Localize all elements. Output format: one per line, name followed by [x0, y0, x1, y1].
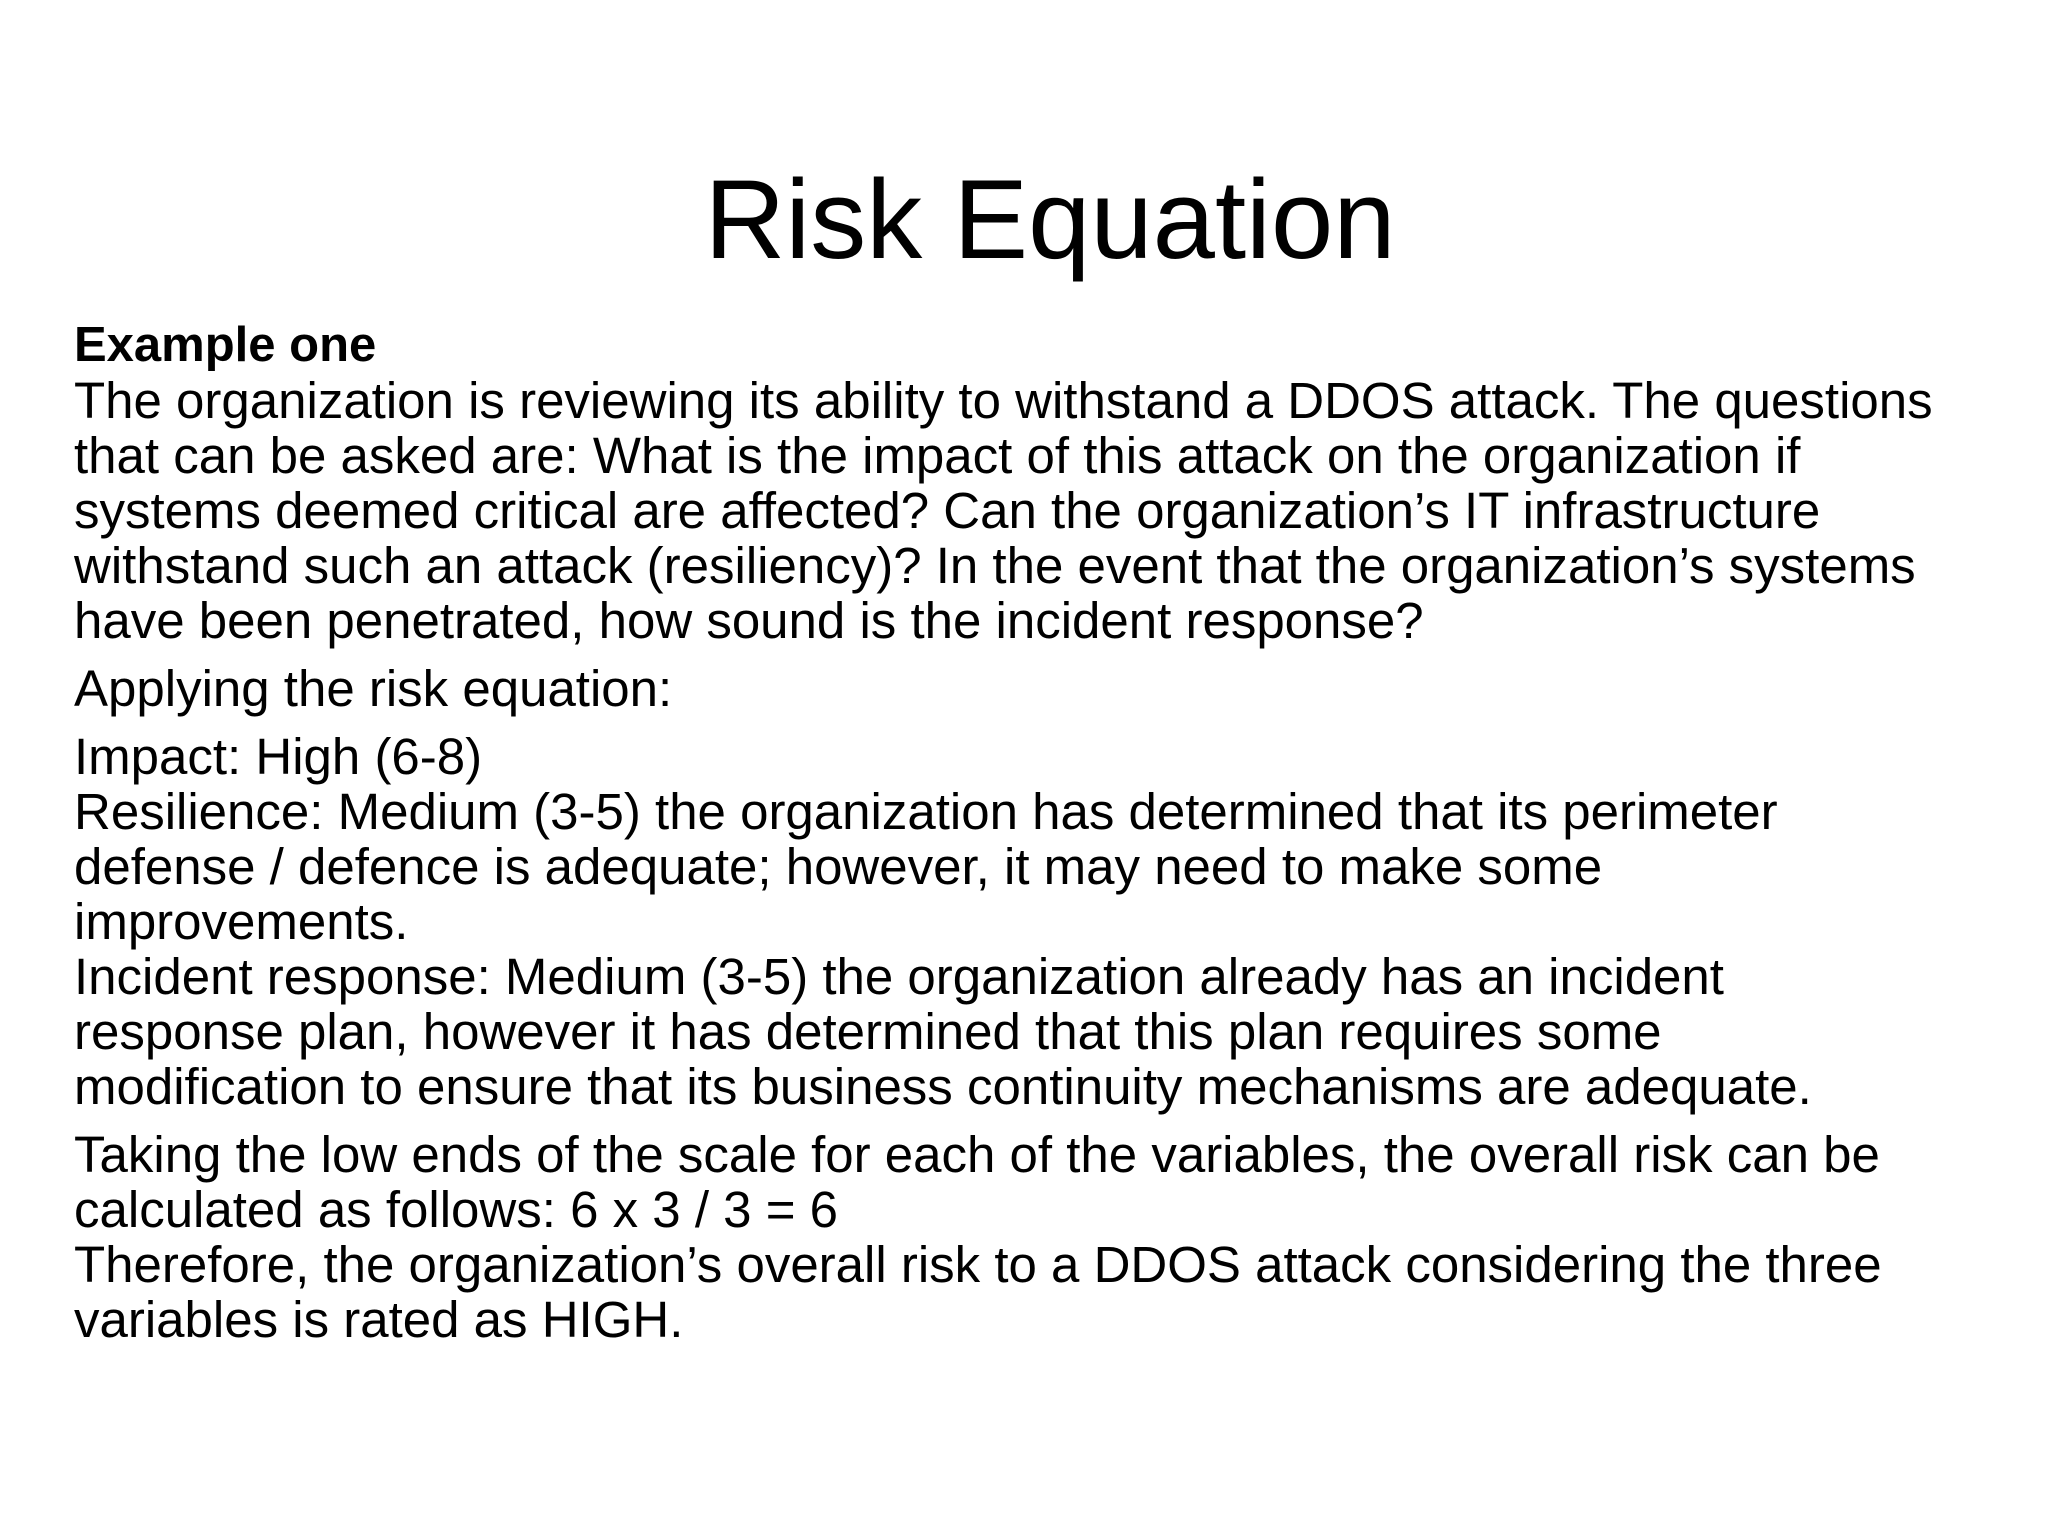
paragraph-3-line-7: modification to ensure that its business continuity mechanisms are adequate. [74, 1058, 1812, 1115]
paragraph-1-line-2: that can be asked are: What is the impact of this attack on the organization if [74, 427, 1801, 484]
paragraph-3-line-6: response plan, however it has determined that this plan requires some [74, 1003, 1662, 1060]
paragraph-4-line-3: Therefore, the organization’s overall risk to a DDOS attack considering the three [74, 1236, 1882, 1293]
paragraph-4-line-4: variables is rated as HIGH. [74, 1291, 684, 1348]
paragraph-1-line-3: systems deemed critical are affected? Can the organization’s IT infrastructure [74, 482, 1821, 539]
paragraph-3-line-1: Impact: High (6-8) [74, 728, 483, 785]
example-heading: Example one [74, 318, 377, 372]
paragraph-3-line-2: Resilience: Medium (3-5) the organization has determined that its perimeter [74, 783, 1778, 840]
paragraph-3-line-3: defense / defence is adequate; however, it may need to make some [74, 838, 1603, 895]
slide-body [74, 318, 2004, 1347]
paragraph-2-line-1: Applying the risk equation: [74, 660, 673, 717]
paragraph-4-line-2: calculated as follows: 6 x 3 / 3 = 6 [74, 1181, 839, 1238]
slide-title: Risk Equation [704, 157, 1396, 282]
paragraph-1-line-4: withstand such an attack (resiliency)? In the event that the organization’s systems [74, 537, 1916, 594]
paragraph-1-line-5: have been penetrated, how sound is the incident response? [74, 592, 1424, 649]
paragraph-1-line-1: The organization is reviewing its ability to withstand a DDOS attack. The questions [74, 372, 1933, 429]
paragraph-4-line-1: Taking the low ends of the scale for each of the variables, the overall risk can be [74, 1126, 1880, 1183]
paragraph-3-line-5: Incident response: Medium (3-5) the organization already has an incident [74, 948, 1724, 1005]
paragraph-3-line-4: improvements. [74, 893, 409, 950]
